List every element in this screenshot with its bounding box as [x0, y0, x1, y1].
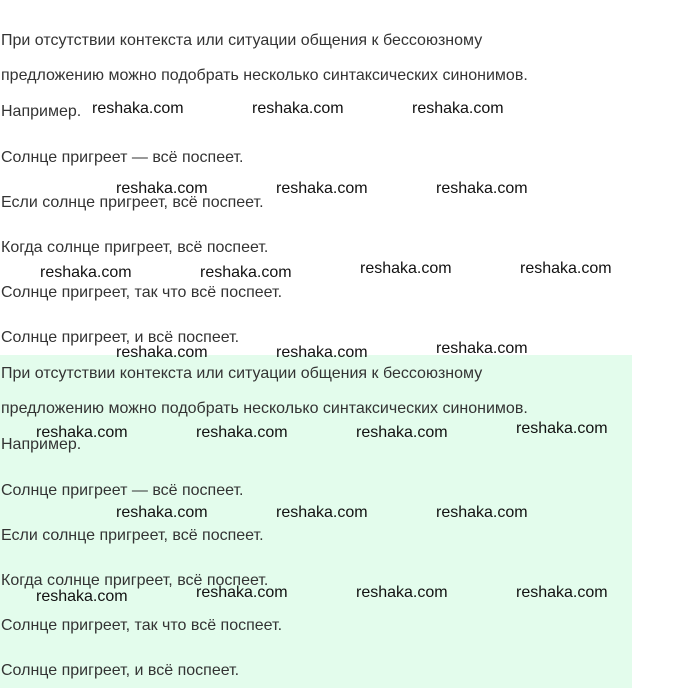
watermark: reshaka.com — [36, 588, 128, 605]
watermark: reshaka.com — [356, 584, 448, 601]
sentence-2: Если солнце пригреет, всё поспеет. — [1, 194, 264, 211]
watermark: reshaka.com — [276, 180, 368, 197]
watermark: reshaka.com — [436, 180, 528, 197]
watermark: reshaka.com — [360, 260, 452, 277]
sentence-1: Солнце пригреет — всё поспеет. — [1, 482, 244, 499]
watermark: reshaka.com — [196, 424, 288, 441]
watermark: reshaka.com — [196, 584, 288, 601]
sentence-2: Если солнце пригреет, всё поспеет. — [1, 527, 264, 544]
watermark: reshaka.com — [520, 260, 612, 277]
text-block-1 — [0, 0, 632, 355]
watermark: reshaka.com — [116, 180, 208, 197]
watermark: reshaka.com — [92, 100, 184, 117]
watermark: reshaka.com — [436, 340, 528, 357]
sentence-5: Солнце пригреет, и всё поспеет. — [1, 329, 240, 346]
sentence-3: Когда солнце пригреет, всё поспеет. — [1, 239, 269, 256]
sentence-3: Когда солнце пригреет, всё поспеет. — [1, 572, 269, 589]
watermark: reshaka.com — [36, 424, 128, 441]
intro-line-2: предложению можно подобрать несколько синтаксических синонимов. — [1, 400, 528, 417]
watermark: reshaka.com — [516, 420, 608, 437]
intro-line-1: При отсутствии контекста или ситуации общения к бессоюзному — [1, 32, 483, 49]
watermark: reshaka.com — [356, 424, 448, 441]
watermark: reshaka.com — [116, 504, 208, 521]
example-label: Например. — [1, 436, 82, 453]
intro-line-2: предложению можно подобрать несколько синтаксических синонимов. — [1, 67, 528, 84]
sentence-4: Солнце пригреет, так что всё поспеет. — [1, 617, 283, 634]
example-label: Например. — [1, 103, 82, 120]
watermark: reshaka.com — [516, 584, 608, 601]
watermark: reshaka.com — [252, 100, 344, 117]
watermark: reshaka.com — [436, 504, 528, 521]
watermark: reshaka.com — [116, 344, 208, 361]
intro-line-1: При отсутствии контекста или ситуации общения к бессоюзному — [1, 365, 483, 382]
sentence-4: Солнце пригреет, так что всё поспеет. — [1, 284, 283, 301]
watermark: reshaka.com — [200, 264, 292, 281]
sentence-1: Солнце пригреет — всё поспеет. — [1, 149, 244, 166]
sentence-5: Солнце пригреет, и всё поспеет. — [1, 662, 240, 679]
watermark: reshaka.com — [276, 504, 368, 521]
watermark: reshaka.com — [276, 344, 368, 361]
watermark: reshaka.com — [412, 100, 504, 117]
watermark: reshaka.com — [40, 264, 132, 281]
